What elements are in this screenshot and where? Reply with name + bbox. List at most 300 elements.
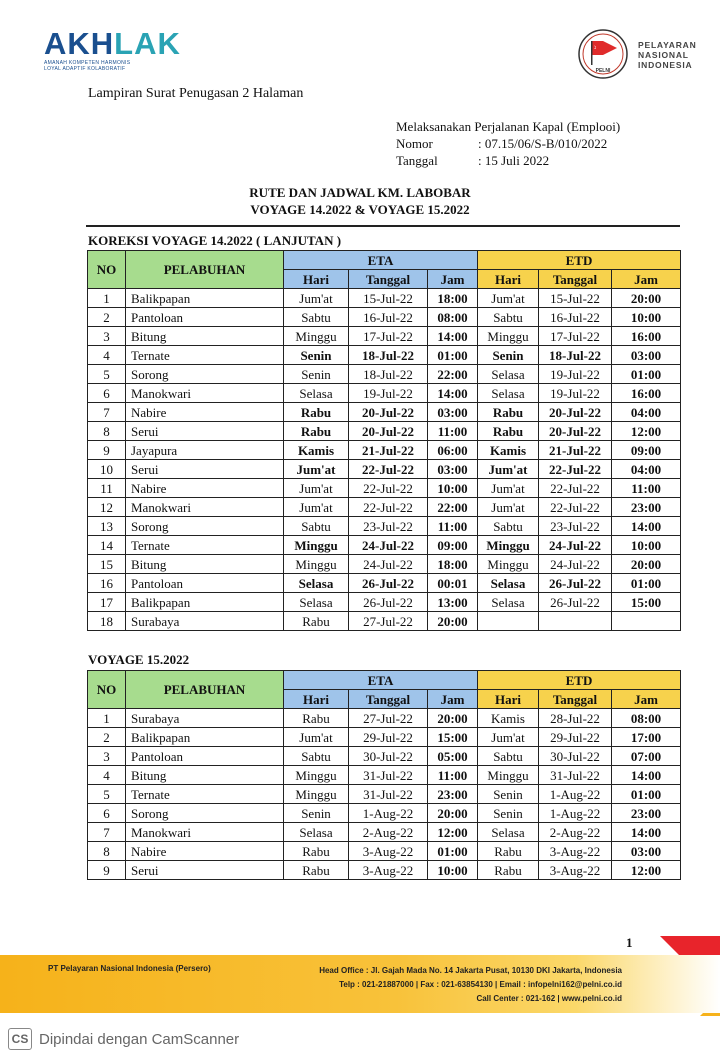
row-etd-hari: Kamis [478, 709, 539, 728]
row-eta-jam: 13:00 [428, 593, 478, 612]
row-eta-hari: Senin [284, 346, 349, 365]
page-number: 1 [626, 935, 633, 950]
row-no: 8 [88, 842, 126, 861]
voyage-15-table [87, 670, 681, 880]
row-etd-jam [612, 612, 681, 631]
row-port: Ternate [126, 346, 284, 365]
row-no: 17 [88, 593, 126, 612]
row-etd-hari: Jum'at [478, 728, 539, 747]
row-eta-tanggal: 24-Jul-22 [349, 555, 428, 574]
row-eta-hari: Jum'at [284, 460, 349, 479]
header-eta-jam: Jam [428, 690, 478, 709]
row-no: 14 [88, 536, 126, 555]
table-row [88, 861, 681, 880]
row-eta-hari: Kamis [284, 441, 349, 460]
row-port: Balikpapan [126, 289, 284, 308]
header-etd-jam: Jam [612, 690, 681, 709]
row-port: Sorong [126, 365, 284, 384]
row-etd-tanggal: 1-Aug-22 [539, 804, 612, 823]
row-etd-hari: Rabu [478, 861, 539, 880]
row-eta-jam: 22:00 [428, 365, 478, 384]
row-etd-tanggal: 22-Jul-22 [539, 460, 612, 479]
row-etd-tanggal: 28-Jul-22 [539, 709, 612, 728]
row-no: 1 [88, 709, 126, 728]
row-etd-tanggal: 1-Aug-22 [539, 785, 612, 804]
row-port: Bitung [126, 766, 284, 785]
title-divider [86, 225, 680, 227]
row-eta-tanggal: 27-Jul-22 [349, 612, 428, 631]
table-row [88, 365, 681, 384]
row-no: 16 [88, 574, 126, 593]
row-port: Ternate [126, 536, 284, 555]
row-etd-tanggal: 19-Jul-22 [539, 365, 612, 384]
row-eta-hari: Minggu [284, 766, 349, 785]
row-eta-jam: 20:00 [428, 612, 478, 631]
header-eta-tanggal: Tanggal [349, 690, 428, 709]
row-eta-jam: 12:00 [428, 823, 478, 842]
table-row [88, 384, 681, 403]
letter-subject: Melaksanakan Perjalanan Kapal (Emplooi) [396, 119, 621, 134]
row-eta-tanggal: 31-Jul-22 [349, 785, 428, 804]
row-eta-tanggal: 18-Jul-22 [349, 346, 428, 365]
row-eta-hari: Jum'at [284, 479, 349, 498]
row-etd-hari: Jum'at [478, 460, 539, 479]
row-eta-tanggal: 22-Jul-22 [349, 460, 428, 479]
row-etd-jam: 23:00 [612, 498, 681, 517]
row-etd-jam: 17:00 [612, 728, 681, 747]
row-eta-hari: Sabtu [284, 747, 349, 766]
row-port: Serui [126, 460, 284, 479]
row-etd-jam: 08:00 [612, 709, 681, 728]
row-eta-jam: 23:00 [428, 785, 478, 804]
row-port: Pantoloan [126, 308, 284, 327]
row-etd-jam: 14:00 [612, 766, 681, 785]
row-eta-jam: 22:00 [428, 498, 478, 517]
row-etd-hari: Rabu [478, 403, 539, 422]
row-eta-hari: Rabu [284, 861, 349, 880]
voyage-15-rows [88, 709, 681, 880]
row-etd-tanggal: 20-Jul-22 [539, 403, 612, 422]
row-etd-hari: Sabtu [478, 517, 539, 536]
header-etd: ETD [478, 251, 681, 270]
row-etd-hari: Jum'at [478, 289, 539, 308]
row-etd-tanggal [539, 612, 612, 631]
row-etd-hari: Rabu [478, 842, 539, 861]
row-eta-jam: 14:00 [428, 384, 478, 403]
row-etd-tanggal: 20-Jul-22 [539, 422, 612, 441]
header-no: NO [88, 251, 126, 289]
voyage-14-rows [88, 289, 681, 631]
nomor-label: Nomor [396, 136, 433, 151]
row-eta-jam: 09:00 [428, 536, 478, 555]
row-etd-hari: Senin [478, 804, 539, 823]
row-eta-hari: Selasa [284, 384, 349, 403]
row-etd-jam: 11:00 [612, 479, 681, 498]
row-eta-tanggal: 22-Jul-22 [349, 498, 428, 517]
row-eta-tanggal: 17-Jul-22 [349, 327, 428, 346]
row-eta-tanggal: 27-Jul-22 [349, 709, 428, 728]
row-etd-jam: 16:00 [612, 327, 681, 346]
row-port: Pantoloan [126, 574, 284, 593]
row-eta-hari: Minggu [284, 327, 349, 346]
table-row [88, 498, 681, 517]
tanggal-value: : 15 Juli 2022 [478, 153, 550, 168]
table-row [88, 422, 681, 441]
row-eta-hari: Rabu [284, 403, 349, 422]
akhlak-tagline-1: AMANAH KOMPETEN HARMONIS [44, 60, 131, 66]
row-no: 9 [88, 861, 126, 880]
row-port: Pantoloan [126, 747, 284, 766]
row-etd-jam: 01:00 [612, 365, 681, 384]
row-port: Bitung [126, 327, 284, 346]
row-eta-jam: 20:00 [428, 709, 478, 728]
pelni-wordmark [638, 40, 697, 70]
pelni-line-1: PELAYARAN [638, 40, 697, 50]
row-etd-jam: 23:00 [612, 804, 681, 823]
header-port: PELABUHAN [126, 671, 284, 709]
row-eta-hari: Minggu [284, 536, 349, 555]
row-no: 3 [88, 327, 126, 346]
row-etd-jam: 09:00 [612, 441, 681, 460]
table-row [88, 555, 681, 574]
section-voyage-15-title: VOYAGE 15.2022 [88, 652, 190, 667]
row-eta-jam: 18:00 [428, 555, 478, 574]
row-eta-tanggal: 23-Jul-22 [349, 517, 428, 536]
row-eta-tanggal: 24-Jul-22 [349, 536, 428, 555]
voyage-14-table [87, 250, 681, 631]
row-no: 8 [88, 422, 126, 441]
row-etd-tanggal: 19-Jul-22 [539, 384, 612, 403]
row-etd-tanggal: 26-Jul-22 [539, 574, 612, 593]
row-etd-tanggal: 22-Jul-22 [539, 479, 612, 498]
row-etd-tanggal: 2-Aug-22 [539, 823, 612, 842]
table-row [88, 479, 681, 498]
table-row [88, 728, 681, 747]
row-eta-tanggal: 29-Jul-22 [349, 728, 428, 747]
row-no: 13 [88, 517, 126, 536]
row-port: Jayapura [126, 441, 284, 460]
row-port: Manokwari [126, 384, 284, 403]
row-etd-hari: Sabtu [478, 308, 539, 327]
footer [0, 955, 720, 1013]
row-eta-hari: Selasa [284, 823, 349, 842]
pelni-emblem-icon [577, 28, 629, 80]
row-port: Serui [126, 422, 284, 441]
row-eta-tanggal: 26-Jul-22 [349, 574, 428, 593]
header-etd-hari: Hari [478, 270, 539, 289]
header-eta-hari: Hari [284, 270, 349, 289]
row-eta-tanggal: 30-Jul-22 [349, 747, 428, 766]
header-port: PELABUHAN [126, 251, 284, 289]
camscanner-watermark [8, 1028, 239, 1050]
row-port: Manokwari [126, 823, 284, 842]
row-port: Nabire [126, 479, 284, 498]
row-port: Ternate [126, 785, 284, 804]
row-port: Balikpapan [126, 728, 284, 747]
row-etd-tanggal: 22-Jul-22 [539, 498, 612, 517]
akhlak-logo [44, 28, 181, 72]
pelni-line-2: NASIONAL [638, 50, 689, 60]
table-row [88, 403, 681, 422]
row-no: 9 [88, 441, 126, 460]
row-port: Sorong [126, 517, 284, 536]
header-etd-hari: Hari [478, 690, 539, 709]
row-etd-jam: 10:00 [612, 308, 681, 327]
row-eta-tanggal: 18-Jul-22 [349, 365, 428, 384]
row-port: Serui [126, 861, 284, 880]
table-row [88, 346, 681, 365]
row-eta-jam: 03:00 [428, 460, 478, 479]
row-eta-hari: Jum'at [284, 728, 349, 747]
row-etd-hari: Minggu [478, 555, 539, 574]
header-eta: ETA [284, 671, 478, 690]
row-etd-jam: 10:00 [612, 536, 681, 555]
row-eta-jam: 11:00 [428, 517, 478, 536]
header-etd-jam: Jam [612, 270, 681, 289]
row-eta-hari: Rabu [284, 422, 349, 441]
row-etd-hari: Jum'at [478, 498, 539, 517]
row-eta-jam: 03:00 [428, 403, 478, 422]
akhlak-wordmark [44, 28, 181, 60]
row-etd-tanggal: 31-Jul-22 [539, 766, 612, 785]
table-row [88, 574, 681, 593]
row-no: 5 [88, 365, 126, 384]
row-etd-jam: 04:00 [612, 403, 681, 422]
table-row [88, 747, 681, 766]
row-eta-hari: Senin [284, 365, 349, 384]
row-eta-tanggal: 16-Jul-22 [349, 308, 428, 327]
row-no: 4 [88, 346, 126, 365]
row-eta-jam: 10:00 [428, 479, 478, 498]
row-port: Manokwari [126, 498, 284, 517]
row-etd-hari: Senin [478, 346, 539, 365]
header-etd-tanggal: Tanggal [539, 270, 612, 289]
row-no: 3 [88, 747, 126, 766]
row-etd-jam: 07:00 [612, 747, 681, 766]
row-eta-tanggal: 26-Jul-22 [349, 593, 428, 612]
table-row [88, 842, 681, 861]
row-eta-hari: Sabtu [284, 517, 349, 536]
row-eta-jam: 14:00 [428, 327, 478, 346]
header-no: NO [88, 671, 126, 709]
row-eta-jam: 01:00 [428, 842, 478, 861]
table-row [88, 441, 681, 460]
header-etd-tanggal: Tanggal [539, 690, 612, 709]
header-etd: ETD [478, 671, 681, 690]
row-eta-jam: 20:00 [428, 804, 478, 823]
row-eta-tanggal: 31-Jul-22 [349, 766, 428, 785]
row-port: Bitung [126, 555, 284, 574]
row-eta-hari: Jum'at [284, 289, 349, 308]
row-etd-hari: Selasa [478, 823, 539, 842]
row-no: 6 [88, 384, 126, 403]
row-port: Surabaya [126, 709, 284, 728]
row-etd-hari: Rabu [478, 422, 539, 441]
row-eta-tanggal: 15-Jul-22 [349, 289, 428, 308]
row-eta-jam: 11:00 [428, 766, 478, 785]
camscanner-text: Dipindai dengan CamScanner [39, 1030, 240, 1048]
row-etd-tanggal: 23-Jul-22 [539, 517, 612, 536]
row-no: 6 [88, 804, 126, 823]
row-eta-tanggal: 1-Aug-22 [349, 804, 428, 823]
table-row [88, 289, 681, 308]
row-eta-jam: 08:00 [428, 308, 478, 327]
row-eta-jam: 15:00 [428, 728, 478, 747]
akhlak-tagline-2: LOYAL ADAPTIF KOLABORATIF [44, 66, 126, 72]
row-etd-jam: 16:00 [612, 384, 681, 403]
table-row [88, 709, 681, 728]
row-etd-hari: Jum'at [478, 479, 539, 498]
header-eta-jam: Jam [428, 270, 478, 289]
row-etd-jam: 04:00 [612, 460, 681, 479]
akhlak-word-b: LAK [114, 26, 181, 61]
row-eta-hari: Senin [284, 804, 349, 823]
row-eta-tanggal: 3-Aug-22 [349, 842, 428, 861]
row-etd-jam: 20:00 [612, 555, 681, 574]
row-eta-jam: 18:00 [428, 289, 478, 308]
footer-contact-block [319, 964, 622, 1006]
table-row [88, 785, 681, 804]
row-eta-jam: 11:00 [428, 422, 478, 441]
row-etd-tanggal: 18-Jul-22 [539, 346, 612, 365]
row-etd-hari: Minggu [478, 327, 539, 346]
row-etd-jam: 01:00 [612, 574, 681, 593]
row-etd-jam: 14:00 [612, 517, 681, 536]
table-row [88, 308, 681, 327]
row-etd-jam: 15:00 [612, 593, 681, 612]
row-etd-hari: Selasa [478, 384, 539, 403]
row-eta-hari: Rabu [284, 709, 349, 728]
row-etd-tanggal: 15-Jul-22 [539, 289, 612, 308]
table-row [88, 460, 681, 479]
row-eta-hari: Jum'at [284, 498, 349, 517]
row-no: 10 [88, 460, 126, 479]
row-etd-tanggal: 16-Jul-22 [539, 308, 612, 327]
row-eta-hari: Minggu [284, 785, 349, 804]
header-eta-tanggal: Tanggal [349, 270, 428, 289]
camscanner-icon: CS [8, 1028, 32, 1050]
row-etd-tanggal: 24-Jul-22 [539, 555, 612, 574]
row-eta-hari: Selasa [284, 574, 349, 593]
row-etd-hari: Selasa [478, 574, 539, 593]
row-etd-hari: Minggu [478, 766, 539, 785]
footer-company: PT Pelayaran Nasional Indonesia (Persero) [48, 964, 211, 973]
row-eta-tanggal: 22-Jul-22 [349, 479, 428, 498]
row-no: 7 [88, 823, 126, 842]
row-etd-hari: Selasa [478, 593, 539, 612]
row-eta-jam: 01:00 [428, 346, 478, 365]
row-etd-jam: 20:00 [612, 289, 681, 308]
row-no: 2 [88, 728, 126, 747]
header-eta: ETA [284, 251, 478, 270]
footer-call-center: Call Center : 021-162 | www.pelni.co.id [476, 994, 622, 1003]
row-eta-jam: 00:01 [428, 574, 478, 593]
akhlak-word-a: AKH [44, 26, 115, 61]
table-row [88, 612, 681, 631]
row-etd-hari: Selasa [478, 365, 539, 384]
row-etd-hari [478, 612, 539, 631]
letter-info [396, 118, 620, 169]
row-etd-jam: 12:00 [612, 422, 681, 441]
row-no: 2 [88, 308, 126, 327]
row-no: 18 [88, 612, 126, 631]
table-row [88, 593, 681, 612]
row-etd-hari: Kamis [478, 441, 539, 460]
row-no: 1 [88, 289, 126, 308]
row-etd-tanggal: 30-Jul-22 [539, 747, 612, 766]
row-etd-tanggal: 17-Jul-22 [539, 327, 612, 346]
row-eta-tanggal: 19-Jul-22 [349, 384, 428, 403]
row-no: 4 [88, 766, 126, 785]
row-no: 12 [88, 498, 126, 517]
row-etd-tanggal: 3-Aug-22 [539, 842, 612, 861]
row-etd-jam: 03:00 [612, 346, 681, 365]
table-row [88, 327, 681, 346]
row-no: 15 [88, 555, 126, 574]
row-eta-hari: Selasa [284, 593, 349, 612]
row-etd-tanggal: 3-Aug-22 [539, 861, 612, 880]
row-port: Surabaya [126, 612, 284, 631]
row-etd-hari: Minggu [478, 536, 539, 555]
row-etd-tanggal: 24-Jul-22 [539, 536, 612, 555]
tanggal-label: Tanggal [396, 153, 438, 168]
nomor-value: : 07.15/06/S-B/010/2022 [478, 136, 608, 151]
doc-title-line-2: VOYAGE 14.2022 & VOYAGE 15.2022 [250, 202, 470, 217]
row-eta-tanggal: 2-Aug-22 [349, 823, 428, 842]
row-etd-tanggal: 21-Jul-22 [539, 441, 612, 460]
row-etd-tanggal: 26-Jul-22 [539, 593, 612, 612]
row-etd-jam: 01:00 [612, 785, 681, 804]
pelni-emblem-text: PELNI [595, 68, 611, 74]
row-eta-hari: Sabtu [284, 308, 349, 327]
row-port: Nabire [126, 403, 284, 422]
row-no: 5 [88, 785, 126, 804]
row-eta-tanggal: 21-Jul-22 [349, 441, 428, 460]
row-no: 7 [88, 403, 126, 422]
section-voyage-14-title: KOREKSI VOYAGE 14.2022 ( LANJUTAN ) [88, 233, 342, 248]
table-row [88, 517, 681, 536]
row-no: 11 [88, 479, 126, 498]
row-eta-jam: 06:00 [428, 441, 478, 460]
row-etd-jam: 14:00 [612, 823, 681, 842]
row-etd-hari: Senin [478, 785, 539, 804]
table-row [88, 766, 681, 785]
row-port: Balikpapan [126, 593, 284, 612]
row-etd-tanggal: 29-Jul-22 [539, 728, 612, 747]
table-row [88, 804, 681, 823]
row-eta-hari: Rabu [284, 842, 349, 861]
row-port: Sorong [126, 804, 284, 823]
footer-contact: Telp : 021-21887000 | Fax : 021-63854130 | Email : infopelni162@pelni.co.id [339, 980, 622, 989]
row-eta-jam: 10:00 [428, 861, 478, 880]
row-eta-tanggal: 3-Aug-22 [349, 861, 428, 880]
pelni-line-3: INDONESIA [638, 60, 693, 70]
attachment-note: Lampiran Surat Penugasan 2 Halaman [88, 86, 304, 101]
row-etd-hari: Sabtu [478, 747, 539, 766]
row-etd-jam: 03:00 [612, 842, 681, 861]
table-row [88, 823, 681, 842]
row-eta-tanggal: 20-Jul-22 [349, 422, 428, 441]
row-eta-hari: Rabu [284, 612, 349, 631]
table-row [88, 536, 681, 555]
row-eta-tanggal: 20-Jul-22 [349, 403, 428, 422]
header-eta-hari: Hari [284, 690, 349, 709]
row-eta-jam: 05:00 [428, 747, 478, 766]
footer-head-office: Head Office : Jl. Gajah Mada No. 14 Jakarta Pusat, 10130 DKI Jakarta, Indonesia [319, 966, 622, 975]
row-port: Nabire [126, 842, 284, 861]
doc-title-line-1: RUTE DAN JADWAL KM. LABOBAR [249, 185, 471, 200]
row-etd-jam: 12:00 [612, 861, 681, 880]
